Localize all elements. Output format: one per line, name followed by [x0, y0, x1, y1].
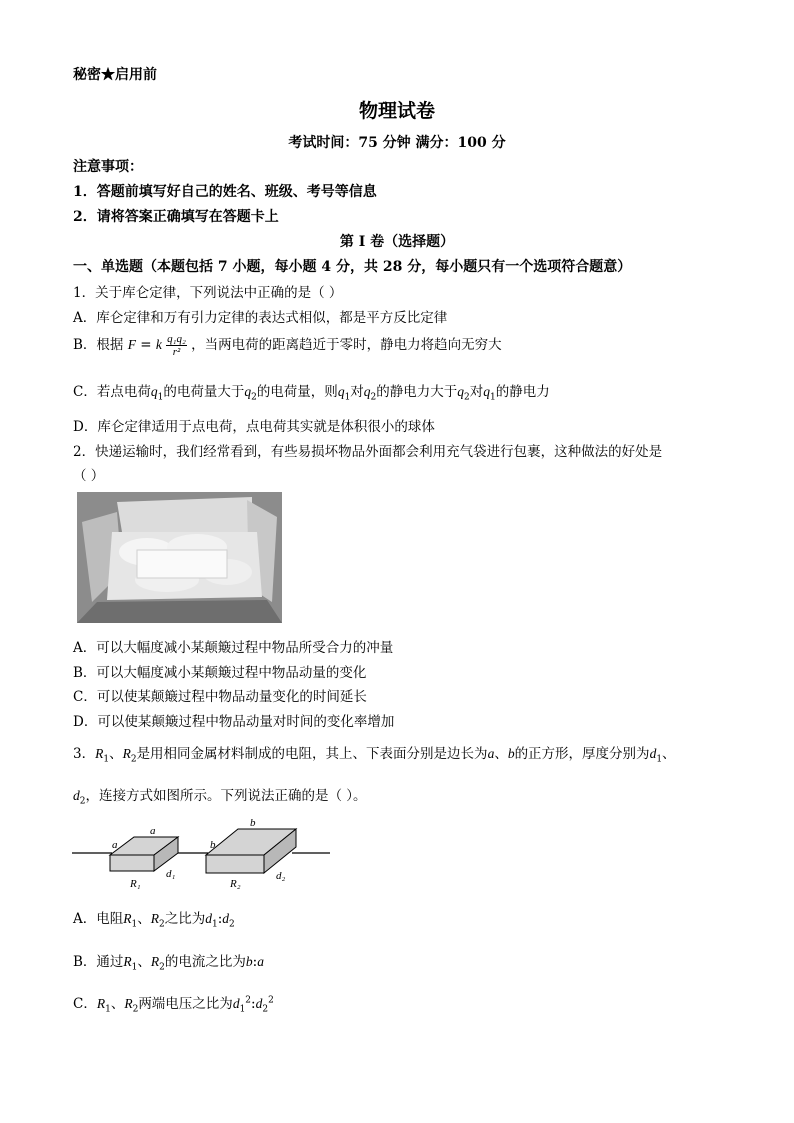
- exam-info: 考试时间：75 分钟 满分：100 分: [288, 135, 506, 151]
- package-illustration: [77, 492, 282, 623]
- resistor-diagram: [72, 815, 334, 895]
- q2-stem-line1: 2．快递运输时，我们经常看到，有些易损坏物品外面都会利用充气袋进行包裹，这种做法的好处是: [73, 444, 663, 460]
- notes-heading: 注意事项：: [73, 159, 143, 175]
- q3-stem-line2: $d_2$，连接方式如图所示。下列说法正确的是（ ）。: [73, 788, 367, 807]
- q2-option-c: C．可以使某颠簸过程中物品动量变化的时间延长: [73, 689, 367, 705]
- q2-option-a: A．可以大幅度减小某颠簸过程中物品所受合力的冲量: [73, 640, 394, 656]
- fig-label-a-side: a: [112, 839, 118, 851]
- fig-label-d1: d₁: [166, 868, 176, 880]
- q1-option-a: A．库仑定律和万有引力定律的表达式相似，都是平方反比定律: [73, 310, 448, 326]
- air-cushion-package-photo: [77, 492, 282, 623]
- q3-option-c: C．$R_1$、$R_2$两端电压之比为$d_1^2:d_2^2$: [73, 995, 274, 1015]
- q1-option-c: C．若点电荷$q_1$的电荷量大于$q_2$的电荷量，则$q_1$对$q_2$的静电力大于$q_2$对$q_1$的静电力: [73, 384, 550, 403]
- note-item-1: 1．答题前填写好自己的姓名、班级、考号等信息: [73, 184, 377, 200]
- q2-stem-line2: （ ）: [73, 468, 105, 484]
- fig-label-a-top: a: [150, 825, 156, 837]
- fig-label-b-top: b: [250, 817, 256, 829]
- q3-option-a: A．电阻$R_1$、$R_2$之比为$d_1:d_2$: [73, 911, 235, 930]
- note-item-2: 2．请将答案正确填写在答题卡上: [73, 209, 279, 225]
- fig-label-d2: d₂: [276, 870, 286, 882]
- q1-option-d: D．库仑定律适用于点电荷，点电荷其实就是体积很小的球体: [73, 419, 435, 435]
- part-heading: 一、单选题（本题包括 7 小题，每小题 4 分，共 28 分，每小题只有一个选项符合题意）: [73, 259, 632, 275]
- fig-label-r1: R₁: [130, 878, 141, 890]
- q2-option-d: D．可以使某颠簸过程中物品动量对时间的变化率增加: [73, 714, 395, 730]
- fig-label-b-side: b: [210, 839, 216, 851]
- fig-label-r2: R₂: [230, 878, 241, 890]
- q3-stem-line1: 3．$R_1$、$R_2$是用相同金属材料制成的电阻，其上、下表面分别是边长为a、b的正方形，厚度分别为$d_1$、: [73, 746, 676, 765]
- secret-label: 秘密★启用前: [73, 67, 157, 83]
- page-title: 物理试卷: [358, 100, 435, 122]
- q1-stem: 1．关于库仑定律，下列说法中正确的是（ ）: [73, 285, 343, 301]
- coulomb-formula-fraction: $\frac{\text{q₁q₂}}{\text{r²}}$: [167, 333, 186, 358]
- section-title: 第 I 卷（选择题）: [339, 234, 455, 250]
- q2-option-b: B．可以大幅度减小某颠簸过程中物品动量的变化: [73, 665, 367, 681]
- q1-option-b: B．根据 F = k $\frac{\text{q₁q₂}}{\text{r²}}$ ，当两电荷的距离趋近于零时，静电力将趋向无穷大: [73, 333, 502, 358]
- q3-option-b: B．通过$R_1$、$R_2$的电流之比为b:a: [73, 954, 264, 973]
